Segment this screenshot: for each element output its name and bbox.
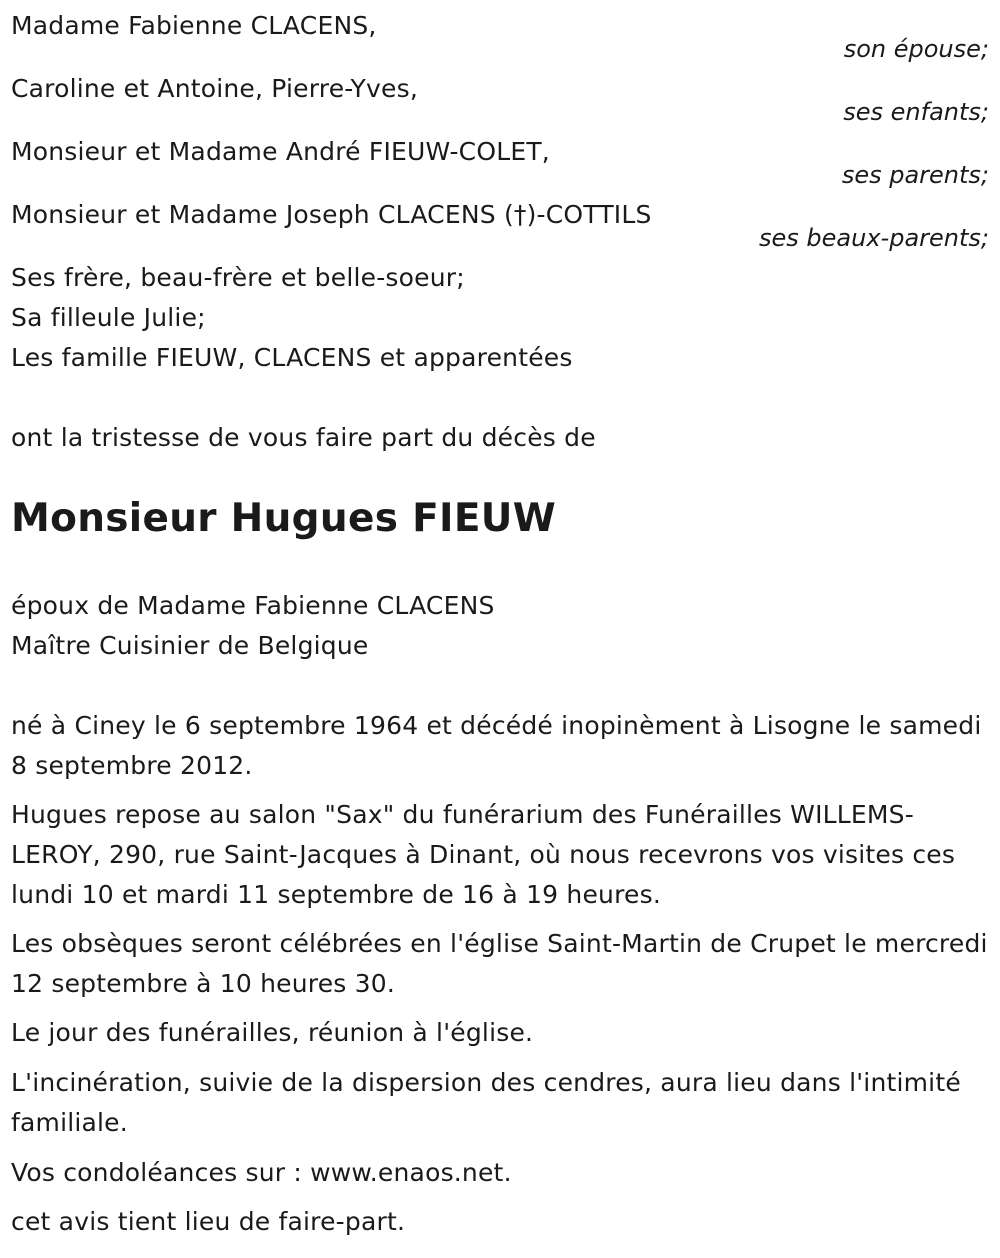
family-name-in-laws: Monsieur et Madame Joseph CLACENS (†)-COTTILS [11,200,652,229]
other-relatives-families: Les famille FIEUW, CLACENS et apparentées [11,343,573,372]
other-relatives-goddaughter: Sa filleule Julie; [11,303,206,332]
family-role-in-laws: ses beaux-parents; [759,224,989,252]
profession-line: Maître Cuisinier de Belgique [11,631,369,660]
funeral-service-paragraph: Les obsèques seront célébrées en l'église Saint-Martin de Crupet le mercredi 12 septembre à 10 heures 30. [11,929,988,998]
visitation-paragraph: Hugues repose au salon "Sax" du funérarium des Funérailles WILLEMS-LEROY, 290, rue Saint-Jacques à Dinant, où nous recevrons vos visites ces lundi 10 et mardi 11 septembre de 16 à 19 heures. [11,800,956,909]
funeral-meeting-paragraph: Le jour des funérailles, réunion à l'église. [11,1018,534,1047]
family-role-children: ses enfants; [843,98,989,126]
announcement-text: ont la tristesse de vous faire part du décès de [11,423,596,452]
cremation-paragraph: L'incinération, suivie de la dispersion des cendres, aura lieu dans l'intimité familiale. [11,1068,961,1137]
family-name-parents: Monsieur et Madame André FIEUW-COLET, [11,137,550,166]
spouse-line: époux de Madame Fabienne CLACENS [11,591,495,620]
notice-paragraph: cet avis tient lieu de faire-part. [11,1207,406,1236]
family-name-spouse: Madame Fabienne CLACENS, [11,11,377,40]
other-relatives-siblings: Ses frère, beau-frère et belle-soeur; [11,263,465,292]
family-role-spouse: son épouse; [843,35,989,63]
family-name-children: Caroline et Antoine, Pierre-Yves, [11,74,418,103]
family-role-parents: ses parents; [841,161,989,189]
condolences-paragraph: Vos condoléances sur : www.enaos.net. [11,1158,512,1187]
deceased-name-heading: Monsieur Hugues FIEUW [11,496,557,541]
birth-death-paragraph: né à Ciney le 6 septembre 1964 et décédé inopinèment à Lisogne le samedi 8 septembre 2012. [11,711,982,780]
